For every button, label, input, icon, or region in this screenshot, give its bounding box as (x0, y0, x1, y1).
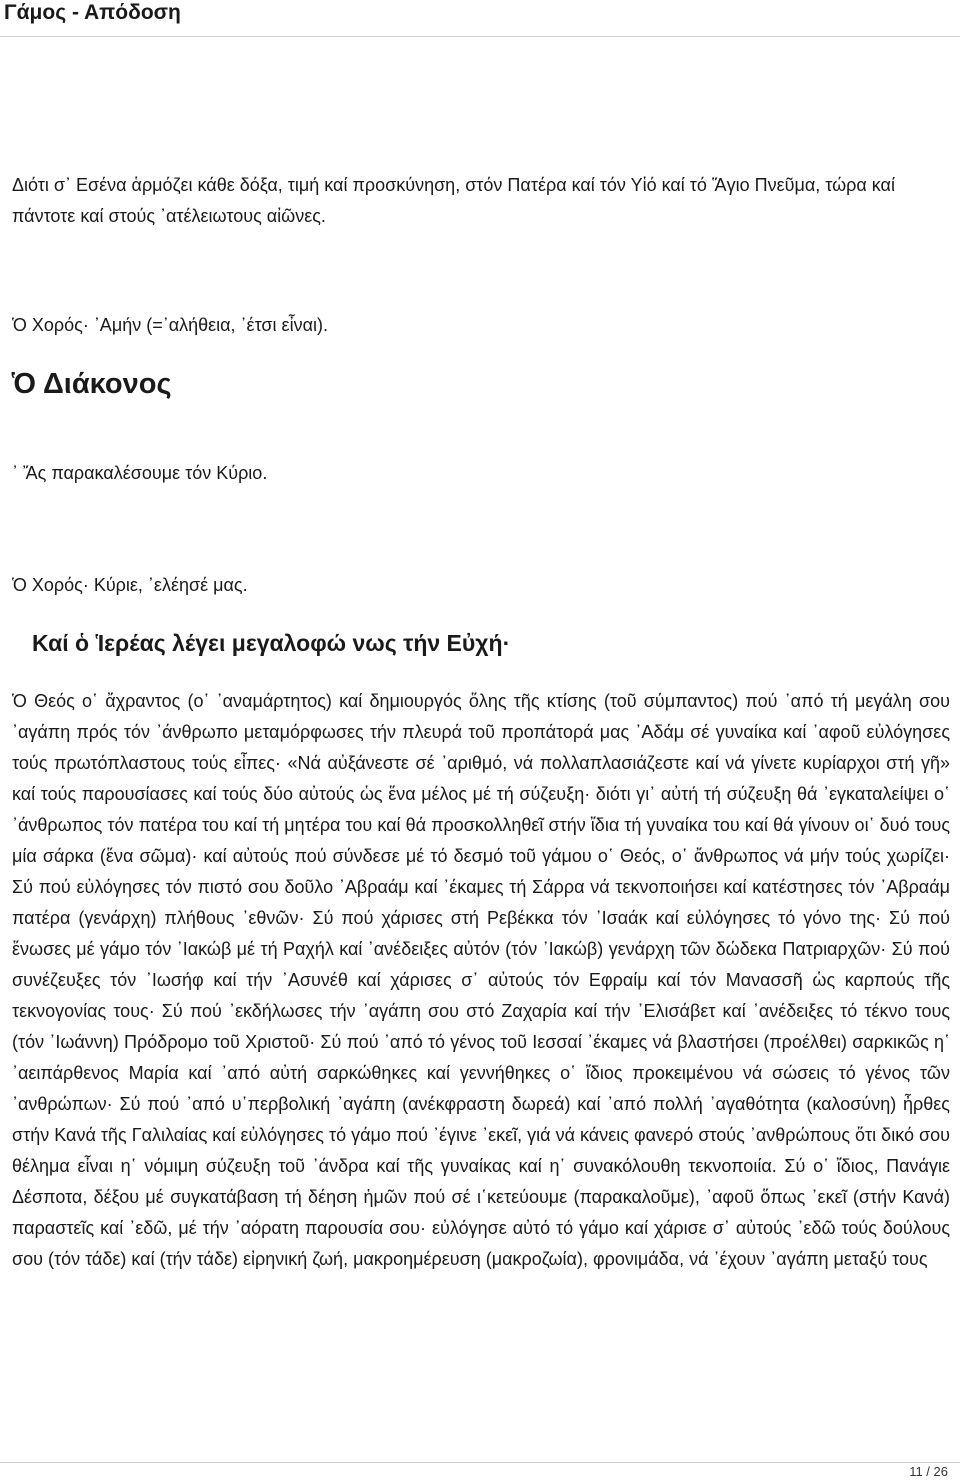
choir-kyrie-line: Ὁ Χορός· Κύριε, ᾽ελέησέ μας. (12, 575, 248, 595)
doxology-paragraph: Διότι σ᾽ Εσένα ἁρμόζει κάθε δόξα, τιμή καί προσκύνηση, στόν Πατέρα καί τόν Υἱό καί τό Ἅγιο Πνεῦμα, τώρα καί πάντοτε καί στούς ᾽ατέλειωτους αἰῶνες. (12, 175, 895, 226)
document-header (0, 0, 960, 37)
choir-amen-line: Ὁ Χορός· ᾽Αμήν (=᾽αλήθεια, ᾽έτσι εἶναι). (12, 315, 328, 335)
deacon-petition-line: ᾽ Ἄς παρακαλέσουμε τόν Κύριο. (12, 463, 268, 483)
document-title: Γάμος - Απόδοση (4, 1, 181, 24)
prayer-paragraph: Ὁ Θεός ο῾ ἄχραντος (ο῾ ᾽αναμάρτητος) καί δημιουργός ὅλης τῆς κτίσης (τοῦ σύμπαντος) πού ᾽από τή μεγάλη σου ᾽αγάπη πρός τόν ᾽άνθρωπο μεταμόρφωσες τήν πλευρά τοῦ προπάτορά μας ᾽Αδάμ σέ γυναίκα καί ᾽αφοῦ εὐλόγησες τούς πρωτόπλαστους τούς εἶπες· «Νά αὐξάνεστε σέ ᾽αριθμό, νά πολλαπλασιάζεστε καί νά γίνετε κυρίαρχοι στή γῆ» καί τούς παρουσίασες καί τούς δύο αὐτούς ὡς ἕνα μέλος μέ τή σύζευξη· διότι γι᾽ αὐτή τή σύζευξη θά ᾽εγκαταλείψει ο῾ ᾽άνθρωπος τόν πατέρα του καί τή μητέρα του καί θά προσκολληθεῖ στήν ἴδια τή γυναίκα του καί θά γίνουν οι῾ δυό τους μία σάρκα (ἕνα σῶμα)· καί αὐτούς πού σύνδεσε μέ τό δεσμό τοῦ γάμου ο῾ Θεός, ο῾ ἄνθρωπος νά μήν τούς χωρίζει· Σύ πού εὐλόγησες τόν πιστό σου δοῦλο ᾽Αβραάμ καί ᾽έκαμες τή Σάρρα νά τεκνοποιήσει καί κατέστησες τόν ᾽Αβραάμ πατέρα (γενάρχη) πλήθους ᾽εθνῶν· Σύ πού χάρισες στή Ρεβέκκα τόν ᾽Ισαάκ καί εὐλόγησες τό γόνο της· Σύ πού ἕνωσες μέ γάμο τόν ᾽Ιακώβ μέ τή Ραχήλ καί ᾽ανέδειξες αὐτόν (τόν ᾽Ιακώβ) γενάρχη τῶν δώδεκα Πατριαρχῶν· Σύ πού συνέζευξες τόν ᾽Ιωσήφ καί τήν ᾽Ασυνέθ καί χάρισες σ᾽ αὐτούς τόν Εφραίμ καί τόν Μανασσῆ ὡς καρπούς τῆς τεκνογονίας τους· Σύ πού ᾽εκδήλωσες τήν ᾽αγάπη σου στό Ζαχαρία καί τήν ᾽Ελισάβετ καί ᾽ανέδειξες τό τέκνο τους (τόν ᾽Ιωάννη) Πρόδρομο τοῦ Χριστοῦ· Σύ πού ᾽από τό γένος τοῦ Ιεσσαί ᾽έκαμες νά βλαστήσει (προέλθει) σαρκικῶς η῾ ᾽αειπάρθενος Μαρία καί ᾽από αὐτή σαρκώθηκες καί γεννήθηκες ο῾ ἴδιος προκειμένου νά σώσεις τό γένος τῶν ᾽ανθρώπων· Σύ πού ᾽από υ῾περβολική ᾽αγάπη (ανέκφραστη δωρεά) καί ᾽από πολλή ᾽αγαθότητα (καλοσύνη) ἦρθες στήν Κανά τῆς Γαλιλαίας καί εὐλόγησες τό γάμο πού ᾽έγινε ᾽εκεῖ, γιά νά κάνεις φανερό στούς ᾽ανθρώπους ὅτι δικό σου θέλημα εἶναι η῾ νόμιμη σύζευξη τοῦ ᾽άνδρα καί τῆς γυναίκας καί η῾ συνακόλουθη τεκνοποιία. Σύ ο῾ ἴδιος, Πανάγιε Δέσποτα, δέξου μέ συγκατάβαση τή δέηση ἡμῶν πού σέ ι῾κετεύουμε (παρακαλοῦμε), ᾽αφοῦ ὅπως ᾽εκεῖ (στήν Κανά) παραστεῖς καί ᾽εδῶ, μέ τήν ᾽αόρατη παρουσία σου· εὐλόγησε αὐτό τό γάμο καί χάρισε σ᾽ αὐτούς ᾽εδῶ τούς δούλους σου (τόν τάδε) καί (τήν τάδε) εἰρηνική ζωή, μακροημέρευση (μακροζωία), φρονιμάδα, νά ᾽έχουν ᾽αγάπη μεταξύ τους (12, 691, 950, 1269)
priest-prayer-heading: Καί ὁ Ἱερέας λέγει μεγαλοφώ νως τήν Εὐχή· (32, 630, 511, 656)
document-footer (0, 1462, 960, 1480)
deacon-heading: Ὁ Διάκονος (12, 368, 172, 400)
page-number: 11 / 26 (909, 1464, 948, 1479)
